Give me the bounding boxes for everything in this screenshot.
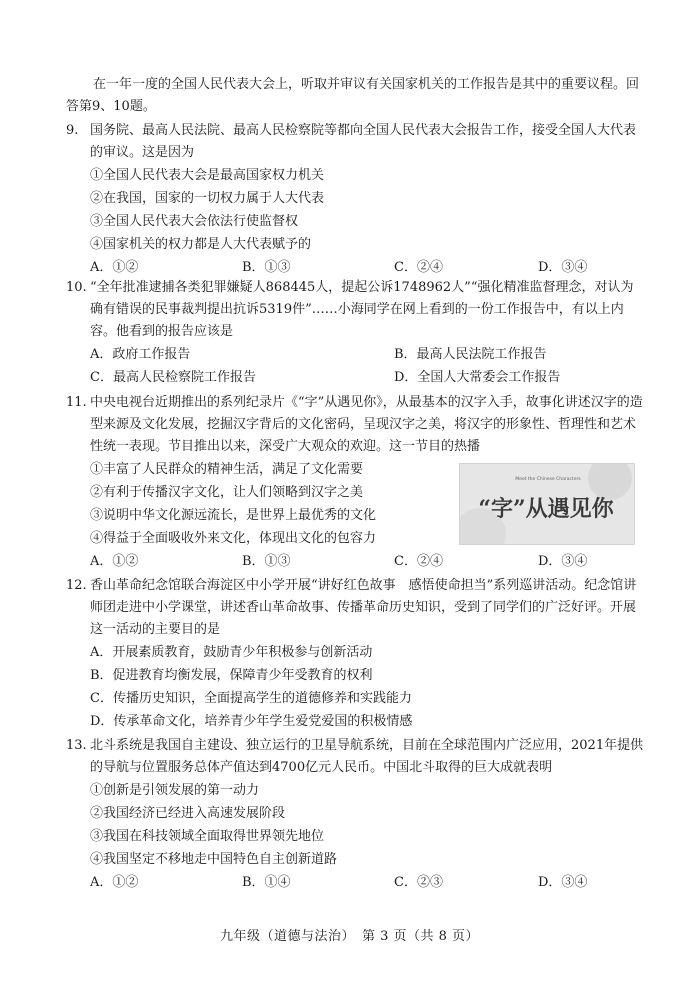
choice-a: A．①② — [90, 260, 139, 275]
question-number: 12. — [66, 578, 87, 593]
option-b: B．促进教育均衡发展，保障青少年受教育的权利 — [90, 668, 373, 683]
question-stem: 12. 香山革命纪念馆联合海淀区中小学开展“讲好红色故事 感悟使命担当”系列巡讲活动。纪念馆讲师团走进中小学课堂，讲述香山革命故事、传播革命历史知识，受到了同学们的广泛好评。开展这一活动的主要目的是 — [66, 575, 646, 641]
poster-small-text: Meet the Chinese Characters — [515, 477, 581, 482]
poster-graphic — [460, 464, 634, 544]
option-c: C．最高人民检察院工作报告 — [90, 370, 256, 385]
documentary-poster-image — [459, 463, 635, 545]
statement: ②我国经济已经进入高速发展阶段 — [90, 806, 286, 821]
statement: ④得益于全面吸收外来文化，体现出文化的包容力 — [90, 531, 377, 546]
question-stem: 11. 中央电视台近期推出的系列纪录片《“字”从遇见你》，从最基本的汉字入手，故事化讲述汉字的造型来源及文化发展，挖掘汉字背后的文化密码，呈现汉字之美，将汉字的形象性、哲理性和艺术性统一表现。节目推出以来，深受广大观众的欢迎。这一节目的热播 — [66, 392, 646, 458]
poster-title: “字”从遇见你 — [478, 496, 614, 522]
question-9 — [66, 120, 646, 279]
option-d: D．全国人大常委会工作报告 — [394, 370, 561, 385]
option-a: A．开展素质教育，鼓励青少年积极参与创新活动 — [90, 645, 373, 660]
question-number: 13. — [66, 738, 87, 753]
statement: ③说明中华文化源远流长，是世界上最优秀的文化 — [90, 508, 377, 523]
question-10 — [66, 277, 646, 389]
intro-paragraph: 在一年一度的全国人民代表大会上，听取并审议有关国家机关的工作报告是其中的重要议程。回答第9、10题。 — [66, 77, 640, 114]
option-c: C．传播历史知识，全面提高学生的道德修养和实践能力 — [90, 691, 412, 706]
statement: ④我国坚定不移地走中国特色自主创新道路 — [90, 852, 338, 867]
choice-b: B．①③ — [242, 554, 291, 569]
choice-b: B．①④ — [242, 875, 291, 890]
statement: ①丰富了人民群众的精神生活，满足了文化需要 — [90, 462, 364, 477]
choice-row — [66, 256, 646, 279]
choice-c: C．②④ — [394, 260, 443, 275]
statement: ③我国在科技领域全面取得世界领先地位 — [90, 829, 325, 844]
choice-row — [66, 871, 646, 894]
choice-c: C．②④ — [394, 554, 443, 569]
statement: ③全国人民代表大会依法行使监督权 — [90, 214, 299, 229]
choice-d: D．③④ — [538, 554, 588, 569]
options-grid — [66, 343, 646, 389]
question-number: 11. — [66, 395, 87, 410]
choice-a: A．①② — [90, 875, 139, 890]
question-stem: 10. “全年批准逮捕各类犯罪嫌疑人868445人，提起公诉1748962人”“强化精准监督理念，对认为确有错误的民事裁判提出抗诉5319件”……小海同学在网上看到的一份工作报告中，有以上内容。他看到的报告应该是 — [66, 277, 646, 343]
question-13 — [66, 735, 646, 894]
page-footer: 九年级（道德与法治） 第 3 页（共 8 页） — [219, 929, 480, 944]
option-d: D．传承革命文化，培养青少年学生爱党爱国的积极情感 — [90, 714, 413, 729]
statement: ②在我国，国家的一切权力属于人大代表 — [90, 191, 325, 206]
choice-row — [66, 550, 646, 573]
choice-a: A．①② — [90, 554, 139, 569]
choice-d: D．③④ — [538, 260, 588, 275]
statement: ①全国人民代表大会是最高国家权力机关 — [90, 168, 325, 183]
question-stem: 13. 北斗系统是我国自主建设、独立运行的卫星导航系统，目前在全球范围内广泛应用，2021年提供的导航与位置服务总体产值达到4700亿元人民币。中国北斗取得的巨大成就表明 — [66, 735, 646, 779]
statement: ①创新是引领发展的第一动力 — [90, 783, 260, 798]
question-stem: 9. 国务院、最高人民法院、最高人民检察院等都向全国人民代表大会报告工作，接受全国人大代表的审议。这是因为 — [66, 120, 646, 164]
question-12 — [66, 575, 646, 733]
choice-b: B．①③ — [242, 260, 291, 275]
options-list — [66, 641, 646, 733]
question-number: 10. — [66, 280, 87, 295]
choice-d: D．③④ — [538, 875, 588, 890]
option-b: B．最高人民法院工作报告 — [394, 347, 547, 362]
option-a: A．政府工作报告 — [90, 347, 191, 362]
question-number: 9. — [66, 123, 79, 138]
choice-c: C．②③ — [394, 875, 443, 890]
statement: ②有利于传播汉字文化，让人们领略到汉字之美 — [90, 485, 364, 500]
statement: ④国家机关的权力都是人大代表赋予的 — [90, 237, 312, 252]
